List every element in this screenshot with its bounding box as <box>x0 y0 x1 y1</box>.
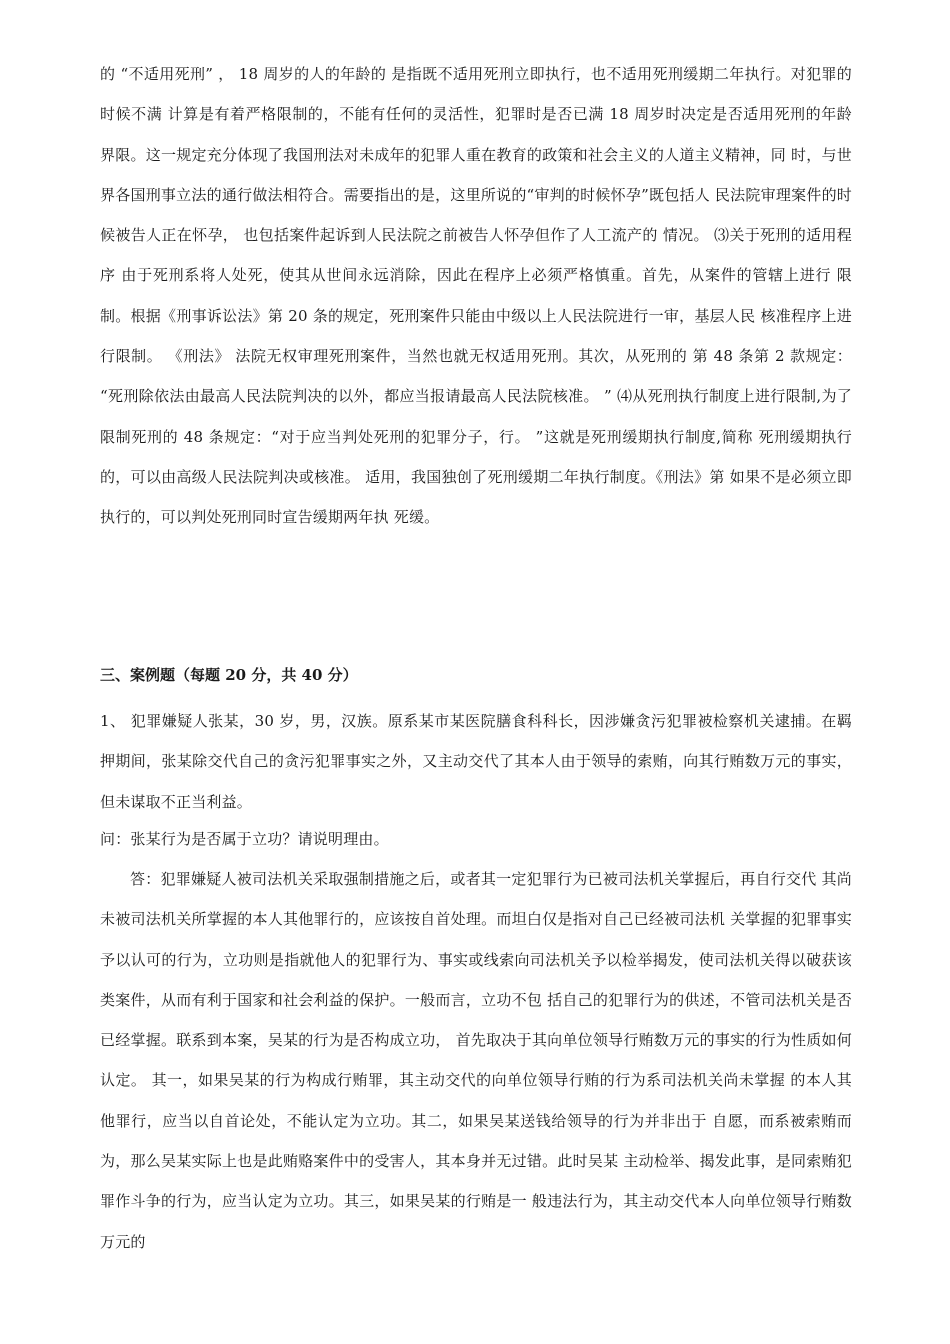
answer-paragraph: 答：犯罪嫌疑人被司法机关采取强制措施之后，或者其一定犯罪行为已被司法机关掌握后，再自行交代 其尚未被司法机关所掌握的本人其他罪行的，应该按自首处理。而坦白仅是指对自己已经被司法机 关掌握的犯罪事实予以认可的行为，立功则是指就他人的犯罪行为、事实或线索向司法机关予以检举揭发，使司法机关得以破获该类案件，从而有利于国家和社会利益的保护。一般而言，立功不包 括自己的犯罪行为的供述，不管司法机关是否已经掌握。联系到本案，吴某的行为是否构成立功， 首先取决于其向单位领导行贿数万元的事实的行为性质如何认定。 其一，如果吴某的行为构成行贿罪，其主动交代的向单位领导行贿的行为系司法机关尚未掌握 的本人其他罪行，应当以自首论处，不能认定为立功。其二，如果吴某送钱给领导的行为并非出于 自愿，而系被索贿而为，那么吴某实际上也是此贿赂案件中的受害人，其本身并无过错。此时吴某 主动检举、揭发此事，是同索贿犯罪作斗争的行为，应当认定为立功。其三，如果吴某的行贿是一 般违法行为，其主动交代本人向单位领导行贿数万元的 <box>100 870 852 1251</box>
question-prompt: 问：张某行为是否属于立功？请说明理由。 <box>100 830 389 848</box>
case-question-paragraph: 1、 犯罪嫌疑人张某，30 岁，男，汉族。原系某市某医院膳食科科长，因涉嫌贪污犯罪被检察机关逮捕。在羁押期间，张某除交代自己的贪污犯罪事实之外，又主动交代了其本人由于领导的索贿，向其行贿数万元的事实，但未谋取不正当利益。 <box>100 712 852 811</box>
continuation-paragraph: 的 “不适用死刑” ， 18 周岁的人的年龄的 是指既不适用死刑立即执行，也不适用死刑缓期二年执行。对犯罪的时候不满 计算是有着严格限制的，不能有任何的灵活性，犯罪时是否已满 18 周岁时决定是否适用死刑的年龄 界限。这一规定充分体现了我国刑法对未成年的犯罪人重在教育的政策和社会主义的人道主义精神，同 时，与世界各国刑事立法的通行做法相符合。需要指出的是，这里所说的“审判的时候怀孕”既包括人 民法院审理案件的时候被告人正在怀孕， 也包括案件起诉到人民法院之前被告人怀孕但作了人工流产的 情况。 ⑶关于死刑的适用程序 由于死刑系将人处死，使其从世间永远消除，因此在程序上必须严格慎重。首先，从案件的管辖上进行 限制。根据《刑事诉讼法》第 20 条的规定，死刑案件只能由中级以上人民法院进行一审，基层人民 核准程序上进行限制。 《刑法》 法院无权审理死刑案件，当然也就无权适用死刑。其次，从死刑的 第 48 条第 2 款规定： “死刑除依法由最高人民法院判决的以外，都应当报请最高人民法院核准。 ” ⑷从死刑执行制度上进行限制,为了限制死刑的 48 条规定：“对于应当判处死刑的犯罪分子，行。 ”这就是死刑缓期执行制度,简称 死刑缓期执行的，可以由高级人民法院判决或核准。 适用，我国独创了死刑缓期二年执行制度。《刑法》第 如果不是必须立即执行的，可以判处死刑同时宣告缓期两年执 死缓。 <box>100 65 852 527</box>
section-heading: 三、案例题（每题 20 分，共 40 分） <box>100 666 358 684</box>
